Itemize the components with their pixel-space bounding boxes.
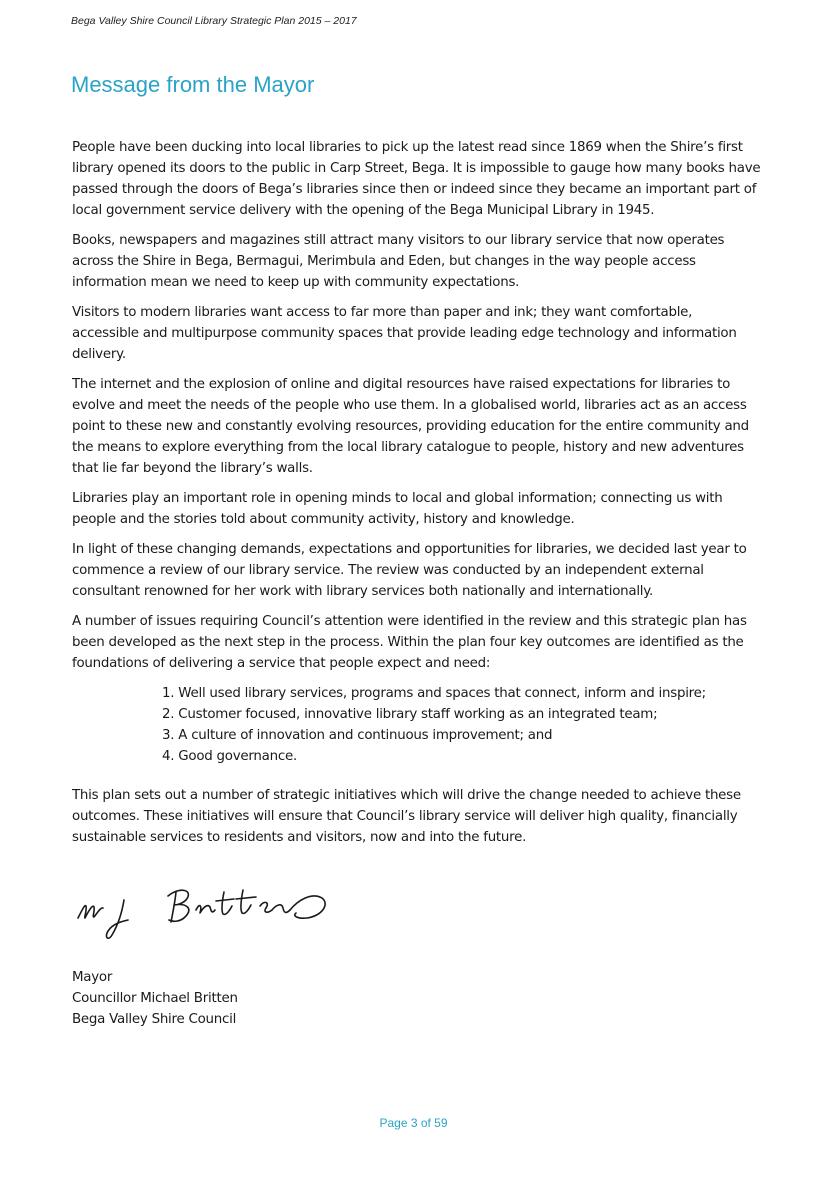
outcome-item: 1. Well used library services, programs and spaces that connect, inform and inspire; — [162, 686, 706, 701]
running-header: Bega Valley Shire Council Library Strategic Plan 2015 – 2017 — [71, 15, 357, 27]
outcome-item: 4. Good governance. — [162, 749, 297, 764]
paragraph: Visitors to modern libraries want access to far more than paper and ink; they want comfortable, accessible and multipurpose community spaces that provide leading edge technology and information delivery. — [72, 305, 737, 362]
signoff-block — [72, 967, 238, 1030]
closing-paragraph: This plan sets out a number of strategic initiatives which will drive the change needed to achieve these outcomes. These initiatives will ensure that Council’s library service will deliver high quality, financially sustainable services to residents and visitors, now and into the future. — [72, 788, 741, 845]
signoff-role: Mayor — [72, 970, 113, 985]
page-number: Page 3 of 59 — [379, 1116, 448, 1130]
signoff-organisation: Bega Valley Shire Council — [72, 1012, 237, 1027]
signature-image — [72, 880, 342, 950]
paragraph: The internet and the explosion of online and digital resources have raised expectations for libraries to evolve and meet the needs of the people who use them. In a globalised world, libraries act as an access point to these new and constantly evolving resources, providing education for the entire community and the means to explore everything from the local library catalogue to people, history and new adventures that lie far beyond the library’s walls. — [72, 377, 749, 476]
outcome-item: 3. A culture of innovation and continuous improvement; and — [162, 728, 553, 743]
paragraph: A number of issues requiring Council’s attention were identified in the review and this strategic plan has been developed as the next step in the process. Within the plan four key outcomes are identified as the foundations of delivering a service that people expect and need: — [72, 614, 747, 671]
paragraph: People have been ducking into local libraries to pick up the latest read since 1869 when the Shire’s first library opened its doors to the public in Carp Street, Bega. It is impossible to gauge how many books have passed through the doors of Bega’s libraries since then or indeed since they became an important part of local government service delivery with the opening of the Bega Municipal Library in 1945. — [72, 140, 761, 218]
paragraph: In light of these changing demands, expectations and opportunities for libraries, we decided last year to commence a review of our library service. The review was conducted by an independent external consultant renowned for her work with library services both nationally and internationally. — [72, 542, 747, 599]
outcomes-list — [72, 683, 762, 767]
outcome-item: 2. Customer focused, innovative library staff working as an integrated team; — [162, 707, 658, 722]
signoff-name: Councillor Michael Britten — [72, 991, 238, 1006]
paragraph: Libraries play an important role in opening minds to local and global information; connecting us with people and the stories told about community activity, history and knowledge. — [72, 491, 723, 527]
message-body — [72, 137, 762, 857]
page-title: Message from the Mayor — [71, 72, 315, 97]
paragraph: Books, newspapers and magazines still attract many visitors to our library service that now operates across the Shire in Bega, Bermagui, Merimbula and Eden, but changes in the way people access information mean we need to keep up with community expectations. — [72, 233, 725, 290]
